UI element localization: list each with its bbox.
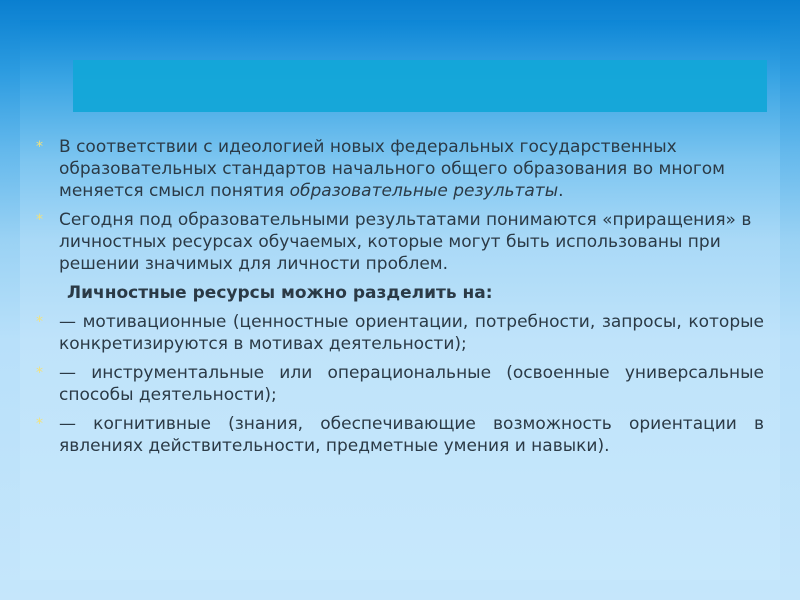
paragraph-1-tail: .: [558, 181, 564, 201]
paragraph-2: [34, 209, 764, 275]
paragraph-1: [34, 136, 764, 202]
list-item: [34, 362, 764, 406]
list-item: [34, 311, 764, 355]
list-item-text: — мотивационные (ценностные ориентации, потребности, запросы, которые конкретизируются в мотивах деятельности);: [59, 312, 764, 354]
slide-title-bar: [73, 60, 767, 112]
list-item-text: — инструментальные или операциональные (освоенные универсальные способы деятельности);: [59, 363, 764, 405]
bullet-icon: *: [36, 365, 43, 381]
paragraph-1-emphasis: образовательные результаты: [289, 181, 559, 201]
bullet-icon: *: [36, 212, 43, 228]
bullet-icon: *: [36, 314, 43, 330]
paragraph-2-text: Сегодня под образовательными результатами понимаются «приращения» в личностных ресурсах обучаемых, которые могут быть использованы при решении значимых для личности проблем.: [59, 210, 752, 274]
paragraph-1-text: В соответствии с идеологией новых федеральных государственных образовательных стандартов начального общего образования во многом меняется смысл понятия: [59, 137, 725, 201]
subheading: Личностные ресурсы можно разделить на:: [67, 283, 493, 303]
list-item: [34, 413, 764, 457]
list-item-text: — когнитивные (знания, обеспечивающие возможность ориентации в явлениях действительности, предметные умения и навыки).: [59, 414, 764, 456]
bullet-icon: *: [36, 416, 43, 432]
bullet-icon: *: [36, 139, 43, 155]
slide-content: [34, 136, 764, 464]
